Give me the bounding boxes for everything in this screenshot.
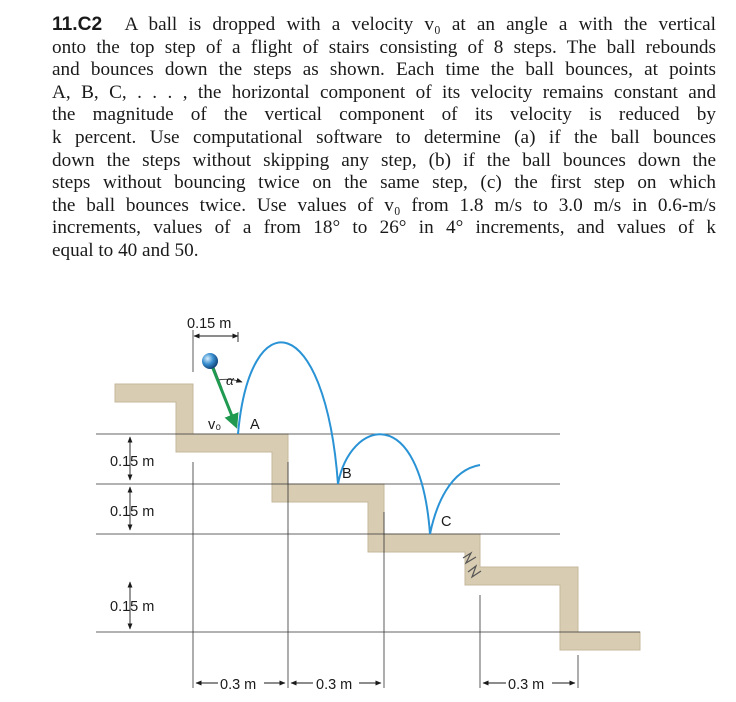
- problem-line: k percent. Use computational software to determine (a) if the ball bounces: [52, 126, 716, 148]
- problem-line: increments, values of a from 18° to 26° in 4° increments, and values of k: [52, 217, 716, 239]
- stairs: [115, 384, 640, 650]
- ball: [202, 353, 218, 369]
- dim-left-1: [110, 437, 154, 480]
- svg-text:0.15 m: 0.15 m: [110, 504, 155, 520]
- point-a-label: A: [250, 417, 260, 433]
- problem-line: the magnitude of the vertical component of its velocity is reduced by: [52, 104, 716, 126]
- svg-text:0.3 m: 0.3 m: [316, 677, 353, 693]
- dim-left-2: [110, 487, 154, 530]
- svg-text:0.15 m: 0.15 m: [110, 454, 155, 470]
- problem-line: onto the top step of a flight of stairs consisting of 8 steps. The ball rebounds: [52, 36, 716, 58]
- v0-label: v₀: [208, 417, 222, 433]
- problem-number: 11.C2: [52, 14, 103, 35]
- dim-left-3: [110, 582, 154, 629]
- svg-text:0.15 m: 0.15 m: [110, 599, 155, 615]
- problem-line: steps without bouncing twice on the same step, (c) the first step on which: [52, 172, 716, 194]
- problem-line: 11.C2 A ball is dropped with a velocity v₀ at an angle a with the vertical: [52, 14, 716, 35]
- alpha-label: α: [226, 373, 234, 389]
- problem-line: down the steps without skipping any step, (b) if the ball bounces down the: [52, 149, 716, 171]
- point-b-label: B: [342, 466, 352, 482]
- problem-line: A, B, C, . . . , the horizontal component of its velocity remains constant and: [52, 81, 716, 103]
- dim-bottom-1: [196, 677, 285, 693]
- dim-bottom-3: [483, 677, 575, 693]
- problem-line: the ball bounces twice. Use values of v₀ from 1.8 m/s to 3.0 m/s in 0.6-m/s: [52, 194, 716, 216]
- problem-line: equal to 40 and 50.: [52, 239, 199, 261]
- svg-text:0.3 m: 0.3 m: [508, 677, 545, 693]
- dim-top-label: 0.15 m: [187, 316, 232, 332]
- dim-bottom-2: [291, 677, 381, 693]
- problem-line: and bounces down the steps as shown. Each time the ball bounces, at points: [52, 59, 716, 81]
- point-c-label: C: [441, 514, 452, 530]
- svg-text:0.3 m: 0.3 m: [220, 677, 257, 693]
